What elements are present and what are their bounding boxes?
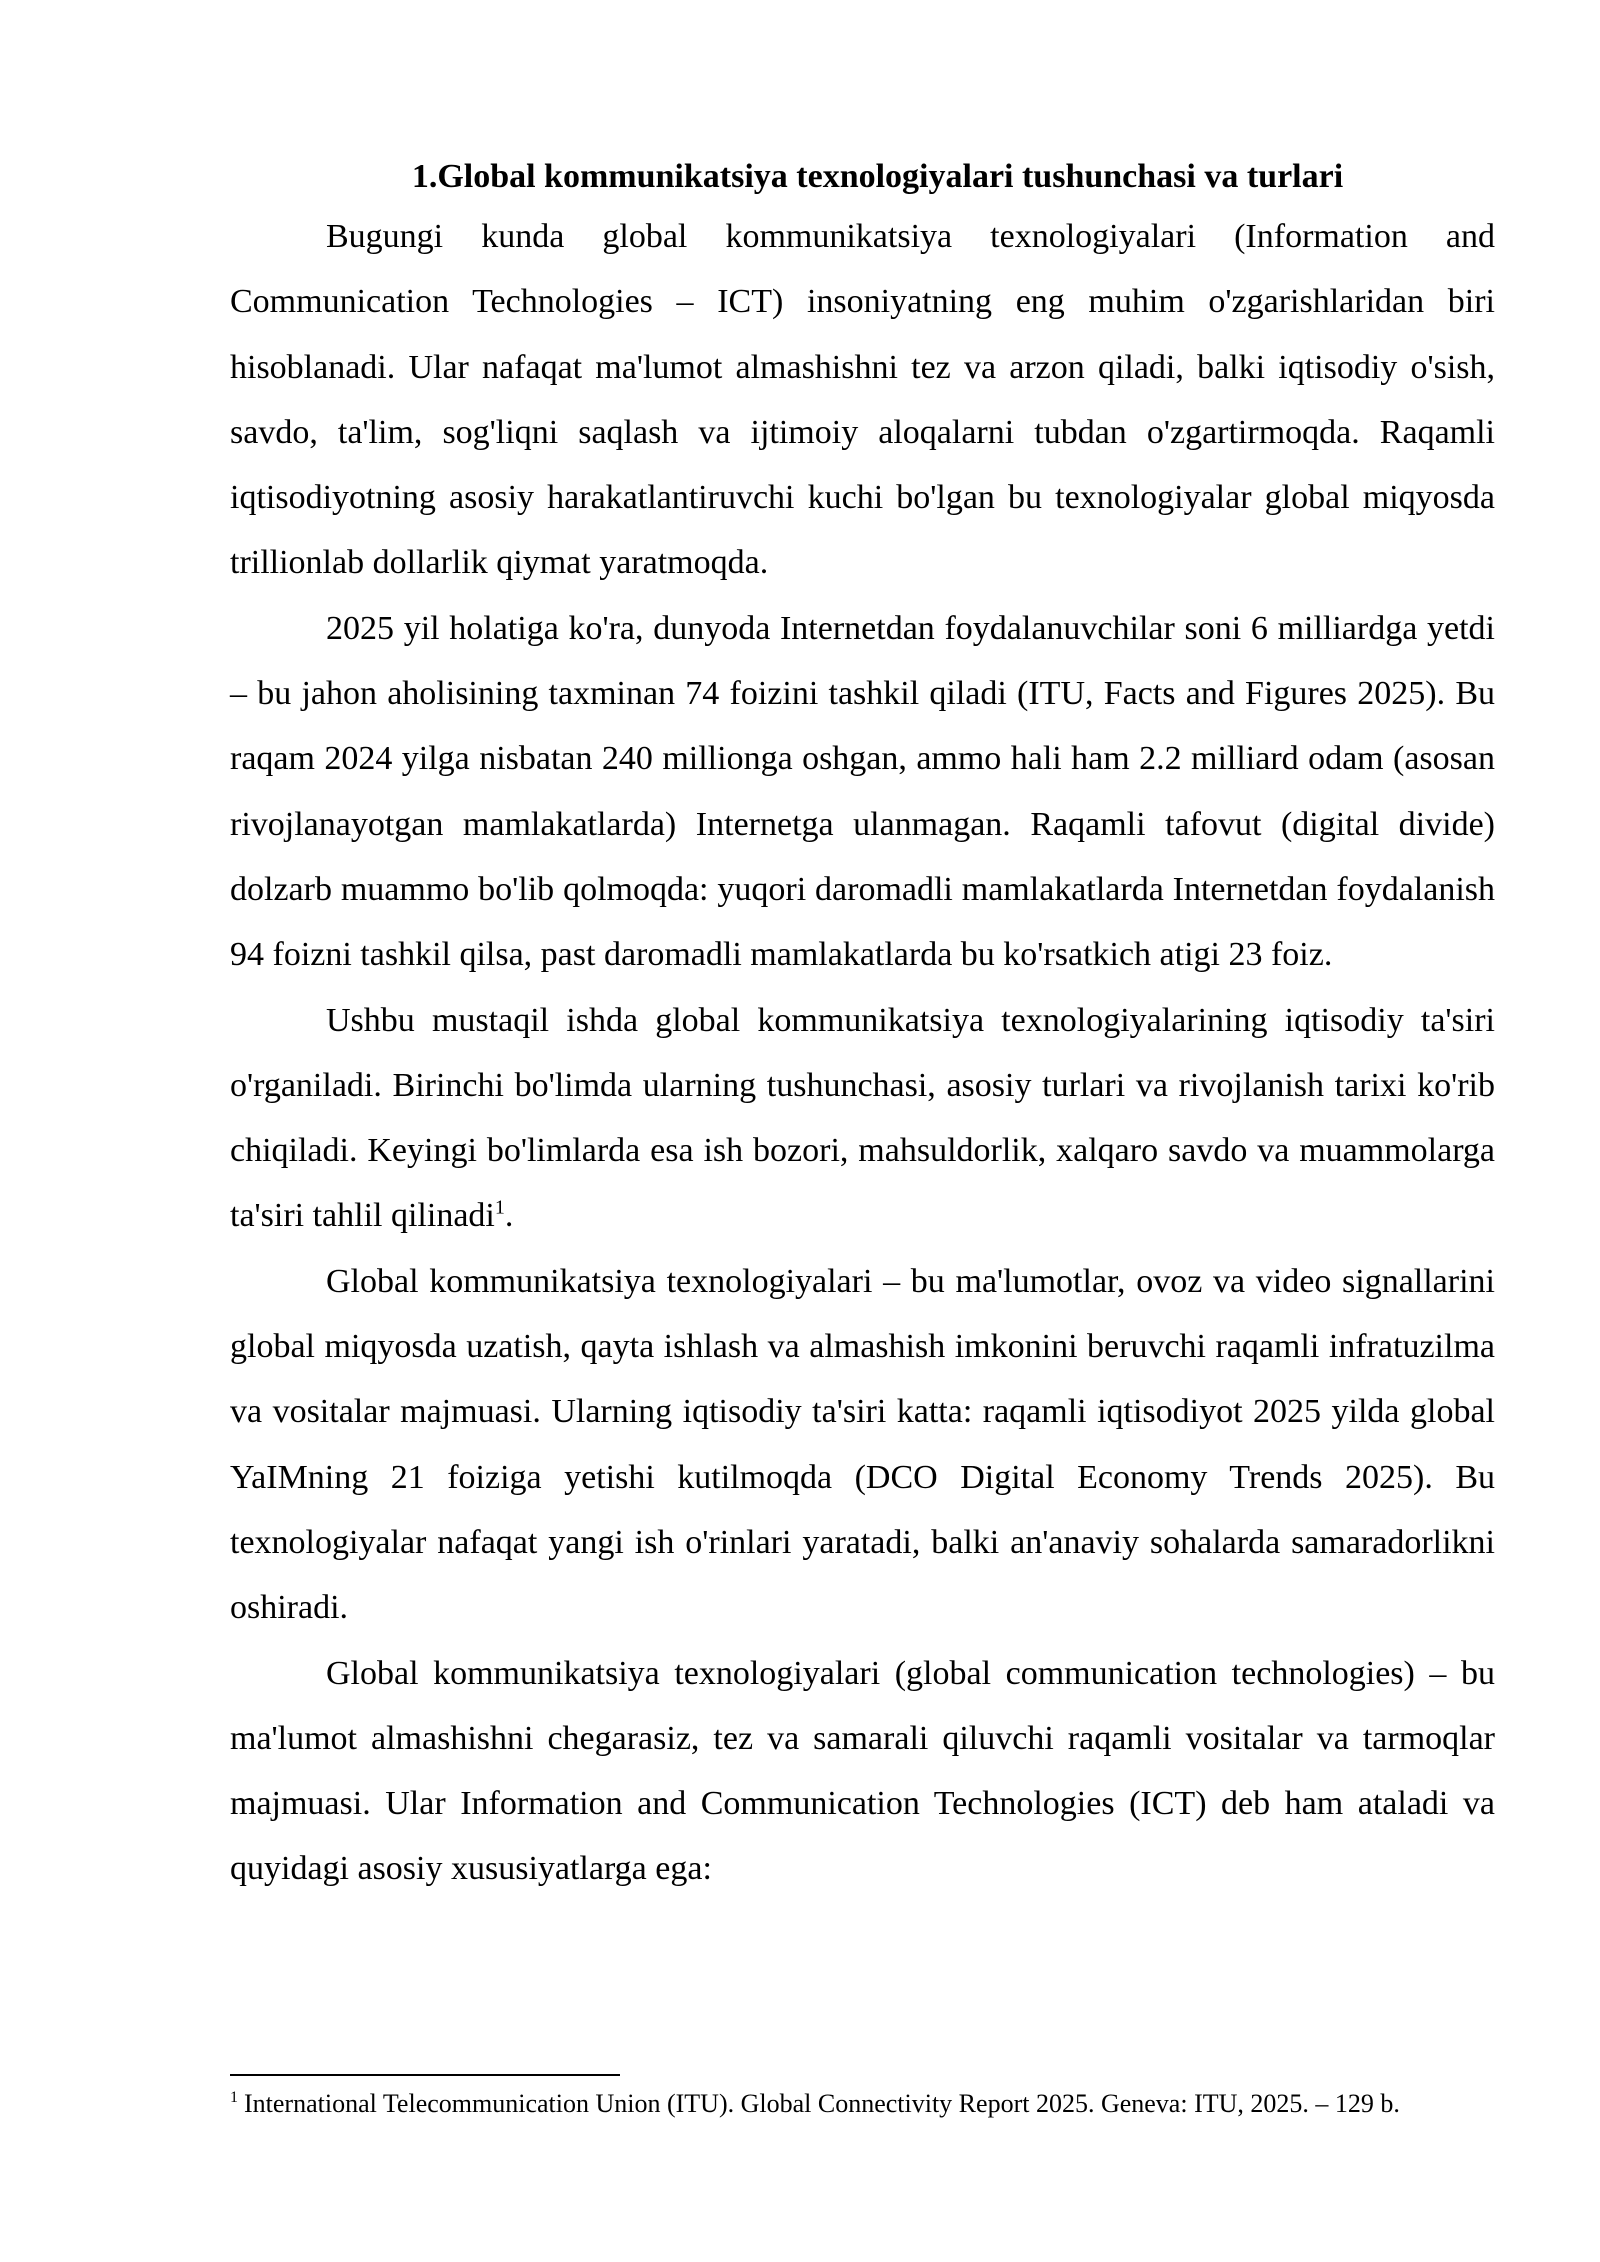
footnote-mark: 1 — [230, 2089, 238, 2107]
paragraph-5: Global kommunikatsiya texnologiyalari (global communication technologies) – bu ma'lumot almashishni chegarasiz, tez va samarali qiluvchi raqamli vositalar va tarmoqlar majmuasi. Ular Information and Communication Technologies (ICT) deb ham ataladi va quyidagi asosiy xususiyatlarga ega: — [230, 1654, 1495, 1888]
paragraph-3-end: . — [504, 1197, 514, 1235]
paragraph-4: Global kommunikatsiya texnologiyalari – bu ma'lumotlar, ovoz va video signallarini global miqyosda uzatish, qayta ishlash va almashish imkonini beruvchi raqamli infratuzilma va vositalar majmuasi. Ularning iqtisodiy ta'siri katta: raqamli iqtisodiyot 2025 yilda global YaIMning 21 foiziga yetishi kutilmoqda (DCO Digital Economy Trends 2025). Bu texnologiyalar nafaqat yangi ish o'rinlari yaratadi, balki an'anaviy sohalarda samaradorlikni oshiradi. — [230, 1262, 1495, 1627]
footnote-text: International Telecommunication Union (ITU). Global Connectivity Report 2025. Geneva: ITU, 2025. – 129 b. — [244, 2089, 1400, 2118]
document-body — [230, 150, 1495, 1902]
section-heading: 1.Global kommunikatsiya texnologiyalari tushunchasi va turlari — [411, 158, 1344, 195]
paragraph-2: 2025 yil holatiga ko'ra, dunyoda Internetdan foydalanuvchilar soni 6 milliardga yetdi – bu jahon aholisining taxminan 74 foizini tashkil qiladi (ITU, Facts and Figures 2025). Bu raqam 2024 yilga nisbatan 240 millionga oshgan, ammo hali ham 2.2 milliard odam (asosan rivojlanayotgan mamlakatlarda) Internetga ulanmagan. Raqamli tafovut (digital divide) dolzarb muammo bo'lib qolmoqda: yuqori daromadli mamlakatlarda Internetdan foydalanish 94 foizni tashkil qilsa, past daromadli mamlakatlarda bu ko'rsatkich atigi 23 foiz. — [230, 609, 1495, 974]
footnote-reference[interactable]: 1 — [494, 1197, 505, 1220]
paragraph-1: Bugungi kunda global kommunikatsiya texnologiyalari (Information and Communication Technologies – ICT) insoniyatning eng muhim o'zgarishlaridan biri hisoblanadi. Ular nafaqat ma'lumot almashishni tez va arzon qiladi, balki iqtisodiy o'sish, savdo, ta'lim, sog'liqni saqlash va ijtimoiy aloqalarni tubdan o'zgartirmoqda. Raqamli iqtisodiyotning asosiy harakatlantiruvchi kuchi bo'lgan bu texnologiyalar global miqyosda trillionlab dollarlik qiymat yaratmoqda. — [230, 218, 1495, 582]
paragraph-3 — [230, 988, 1495, 1249]
paragraph-3-text: Ushbu mustaqil ishda global kommunikatsiya texnologiyalarining iqtisodiy ta'siri o'rganiladi. Birinchi bo'limda ularning tushunchasi, asosiy turlari va rivojlanish tarixi ko'rib chiqiladi. Keyingi bo'limlarda esa ish bozori, mahsuldorlik, xalqaro savdo va muammolarga ta'siri tahlil qilinadi — [230, 1001, 1495, 1235]
footnote — [230, 2086, 1530, 2122]
footnote-separator — [230, 2074, 620, 2076]
